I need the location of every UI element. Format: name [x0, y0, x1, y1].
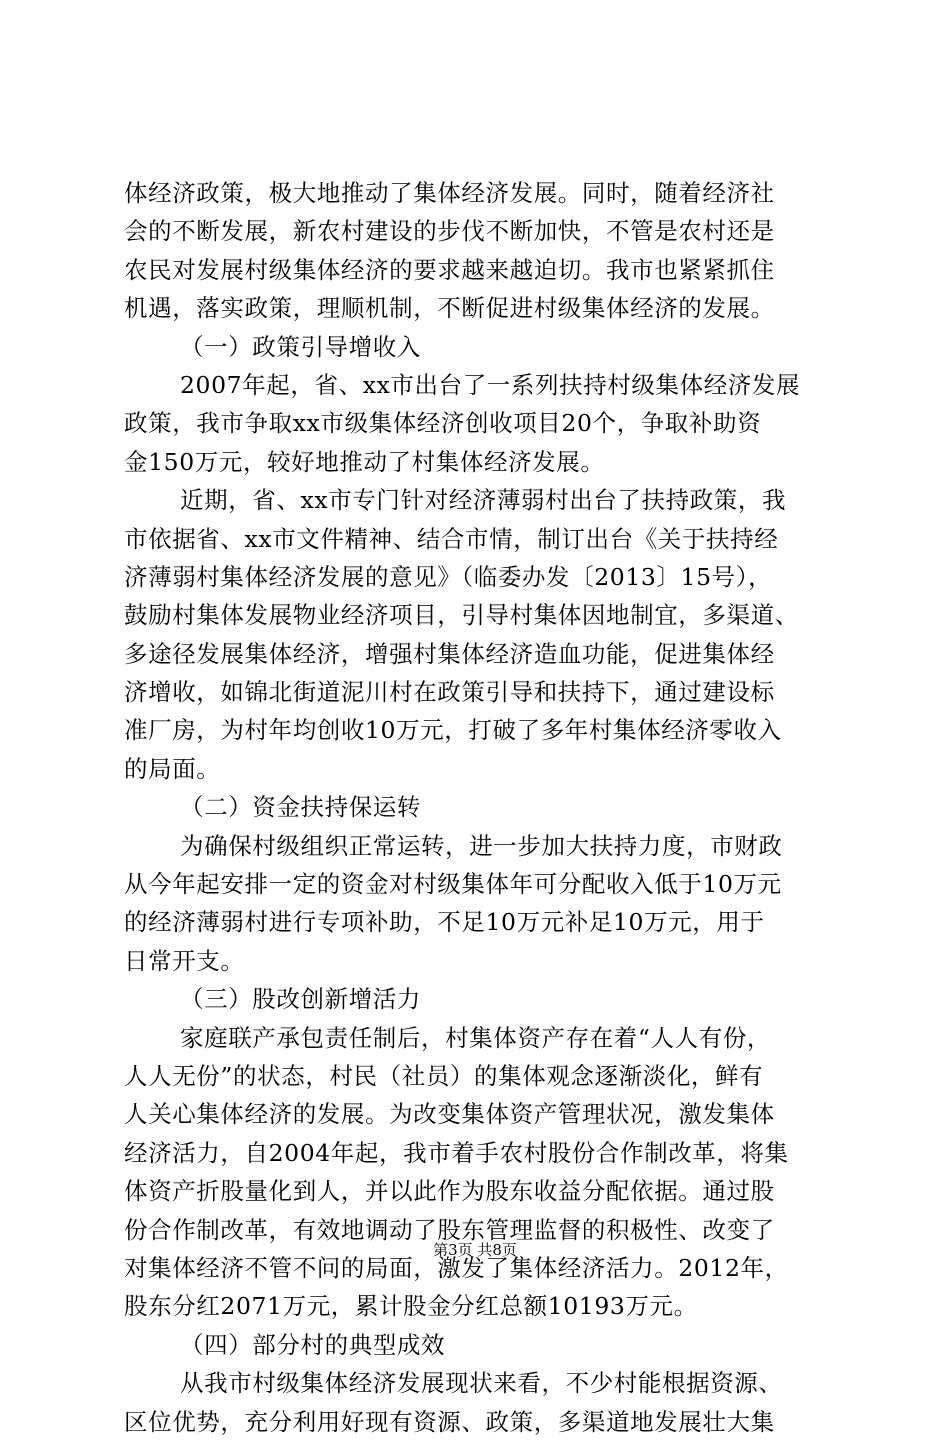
text-line: 体资产折股量化到人，并以此作为股东收益分配依据。通过股 [124, 1177, 775, 1206]
text-line: 体经济政策，极大地推动了集体经济发展。同时，随着经济社 [124, 179, 775, 207]
text-line: 多途径发展集体经济，增强村集体经济造血功能，促进集体经 [124, 639, 775, 668]
text-line: 为确保村级组织正常运转，进一步加大扶持力度，市财政 [180, 831, 783, 860]
text-line: 人关心集体经济的发展。为改变集体资产管理状况，激发集体 [124, 1100, 775, 1129]
text-line: 机遇，落实政策，理顺机制，不断促进村级集体经济的发展。 [124, 294, 775, 323]
text-line: 份合作制改革，有效地调动了股东管理监督的积极性、改变了 [124, 1215, 775, 1244]
text-line: 的经济薄弱村进行专项补助，不足10万元补足10万元，用于 [124, 908, 765, 937]
text-line: 鼓励村集体发展物业经济项目，引导村集体因地制宜，多渠道、 [124, 601, 799, 630]
text-line: 经济活力，自2004年起，我市着手农村股份合作制改革，将集 [124, 1138, 789, 1167]
text-line: 股东分红2071万元，累计股金分红总额10193万元。 [124, 1292, 698, 1321]
text-line: 2007年起，省、xx市出台了一系列扶持村级集体经济发展 [180, 370, 801, 399]
text-line: 日常开支。 [124, 946, 245, 975]
text-line: 近期，省、xx市专门针对经济薄弱村出台了扶持政策，我 [180, 486, 787, 515]
section-heading-1: （一）政策引导增收入 [180, 332, 421, 361]
text-line: 金150万元，较好地推动了村集体经济发展。 [124, 447, 605, 476]
text-line: 准厂房，为村年均创收10万元，打破了多年村集体经济零收入 [124, 716, 782, 745]
text-line: 市依据省、xx市文件精神、结合市情，制订出台《关于扶持经 [124, 524, 779, 553]
text-line: 济增收，如锦北街道泥川村在政策引导和扶持下，通过建设标 [124, 678, 775, 707]
text-line: 人人无份”的状态，村民（社员）的集体观念逐渐淡化，鲜有 [124, 1061, 764, 1090]
text-line: 会的不断发展，新农村建设的步伐不断加快，不管是农村还是 [124, 217, 775, 246]
text-line: 济薄弱村集体经济发展的意见》（临委办发〔2013〕15号）， [124, 562, 773, 591]
section-heading-2: （二）资金扶持保运转 [180, 793, 421, 822]
text-line: 农民对发展村级集体经济的要求越来越迫切。我市也紧紧抓住 [124, 255, 775, 284]
text-line: 区位优势，充分利用好现有资源、政策，多渠道地发展壮大集 [124, 1407, 775, 1436]
text-line: 从我市村级集体经济发展现状来看，不少村能根据资源、 [180, 1369, 783, 1398]
text-line: 政策，我市争取xx市级集体经济创收项目20个，争取补助资 [124, 409, 762, 438]
page-number-footer: 第3页 共8页 [433, 1241, 517, 1259]
text-line: 家庭联产承包责任制后，村集体资产存在着“人人有份， [180, 1023, 772, 1052]
text-line: 从今年起安排一定的资金对村级集体年可分配收入低于10万元 [124, 870, 782, 899]
section-heading-4: （四）部分村的典型成效 [180, 1330, 446, 1359]
text-line: 的局面。 [124, 754, 221, 783]
section-heading-3: （三）股改创新增活力 [180, 985, 421, 1014]
text-line: 对集体经济不管不问的局面，激发了集体经济活力。2012年， [124, 1253, 789, 1282]
